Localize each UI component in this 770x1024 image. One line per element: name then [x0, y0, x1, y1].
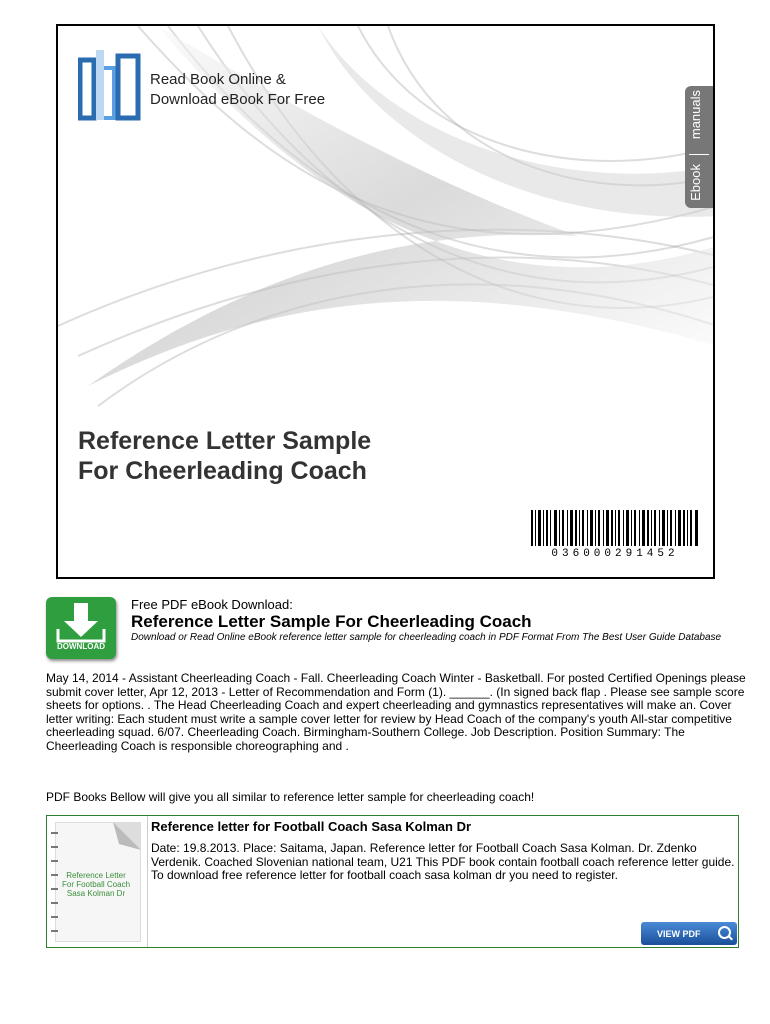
free-download-label: Free PDF eBook Download:	[131, 597, 293, 612]
barcode	[529, 510, 701, 560]
summary-paragraph: May 14, 2014 - Assistant Cheerleading Coach - Fall. Cheerleading Coach Winter - Basketball. For posted Certified Openings please submit cover letter, Apr 12, 2013 - Letter of Recommendation and Form (1). ______. (In signed back flap . Please see sample score sheets for options. . The Head Cheerleading Coach and expert cheerleading and gymnastics representatives will make an. Cover letter writing: Each student must write a sample cover letter for review by Head Coach of the company's youth All-star competitive cheerleading squad. 6/07. Cheerleading Coach. Birmingham-Southern College. Job Description. Position Summary: The Cheerleading Coach is responsible choreographing and .	[46, 671, 746, 753]
download-icon[interactable]	[46, 597, 116, 659]
cover-title	[78, 426, 371, 486]
binder-ring	[51, 874, 58, 876]
binder-ring	[51, 930, 58, 932]
brand-line-1: Read Book Online &	[150, 71, 286, 88]
tab-manuals-label: manuals	[688, 90, 703, 140]
binder-ring	[51, 888, 58, 890]
related-book-description: Date: 19.8.2013. Place: Saitama, Japan. Reference letter for Football Coach Sasa Kolman. Dr. Zdenko Verdenik. Coached Slovenian national team, U21 This PDF book contain football coach reference letter guide. To download free reference letter for football coach sasa kolman dr you need to register.	[151, 841, 735, 882]
binder-ring	[51, 832, 58, 834]
download-arrow-icon	[46, 601, 116, 645]
cover-title-line-1: Reference Letter Sample	[78, 427, 372, 455]
magnifier-icon	[718, 926, 731, 939]
related-book-card	[46, 815, 739, 948]
binder-ring	[51, 902, 58, 904]
brand-text	[150, 70, 325, 110]
page-curl-icon	[113, 822, 141, 850]
book-cover	[56, 24, 715, 579]
related-book-title[interactable]: Reference letter for Football Coach Sasa Kolman Dr	[151, 819, 472, 834]
tab-ebook-label: Ebook	[688, 164, 703, 201]
cover-title-line-2: For Cheerleading Coach	[78, 457, 367, 485]
view-pdf-label: VIEW PDF	[657, 929, 701, 939]
ebook-subtitle: Download or Read Online eBook reference letter sample for cheerleading coach in PDF Format From The Best User Guide Database	[131, 632, 722, 643]
tab-divider	[689, 154, 709, 155]
barcode-number: 036000291452	[551, 548, 679, 560]
view-pdf-button[interactable]	[641, 922, 737, 945]
download-icon-label: DOWNLOAD	[57, 642, 105, 651]
book-thumbnail[interactable]	[47, 816, 148, 947]
ebook-manuals-tab	[685, 86, 713, 208]
brand-line-2: Download eBook For Free	[150, 91, 326, 108]
thumbnail-title: Reference Letter For Football Coach Sasa Kolman Dr	[61, 871, 131, 898]
book-logo-icon	[78, 46, 144, 128]
binder-ring	[51, 846, 58, 848]
similar-books-note: PDF Books Bellow will give you all similar to reference letter sample for cheerleading coach!	[46, 790, 535, 804]
binder-ring	[51, 916, 58, 918]
binder-ring	[51, 860, 58, 862]
barcode-bars	[529, 510, 701, 546]
ebook-title: Reference Letter Sample For Cheerleading Coach	[131, 612, 532, 631]
